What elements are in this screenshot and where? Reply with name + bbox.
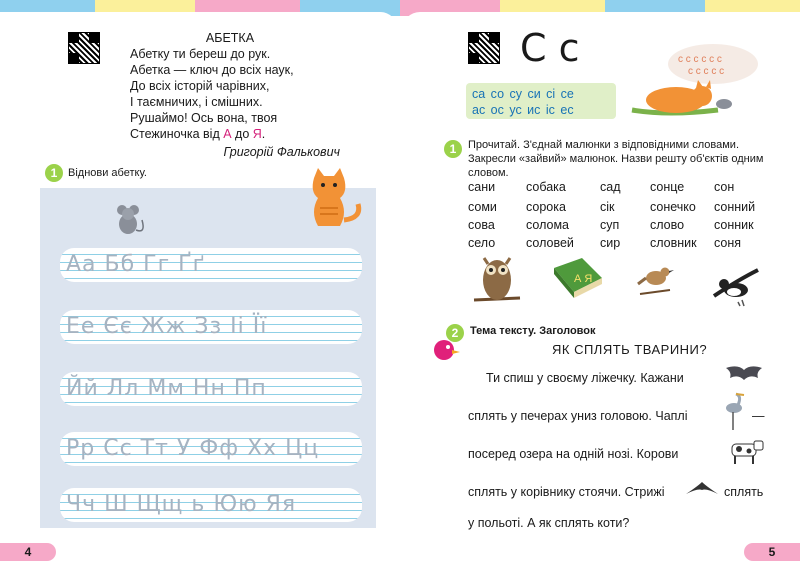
poem-line: І таємничих, і смішних. xyxy=(130,95,263,109)
word-item: соня xyxy=(714,236,742,250)
poem-author: Григорій Фалькович xyxy=(223,145,340,159)
copy-row-letters: Чч Ш Щщ ь Юю Яя xyxy=(66,492,297,517)
poem-title: АБЕТКА xyxy=(205,31,255,45)
word-item: сова xyxy=(468,218,495,232)
task-instruction: Прочитай. З'єднай малюнки з відповідними словами. Закресли «зайвий» малюнок. Назви решту об'єктів одним словом. xyxy=(468,139,764,179)
word-item: сон xyxy=(714,180,735,194)
word-item: сонник xyxy=(714,218,754,232)
copy-row-letters: Рр Сс Тт У Фф Хх Цц xyxy=(66,436,320,461)
poem-line: Рушаймо! Ось вона, твоя xyxy=(130,111,278,125)
syllable-row: са со су си сі се xyxy=(472,87,574,101)
story-title: ЯК СПЛЯТЬ ТВАРИНИ? xyxy=(552,342,708,357)
svg-text:c c c c c c: c c c c c c xyxy=(678,54,722,65)
word-item: словник xyxy=(650,236,697,250)
poem-last-prefix: Стежиночка від xyxy=(130,127,224,141)
story-line: Ти спиш у своєму ліжечку. Кажани xyxy=(486,371,684,385)
word-item: сорока xyxy=(526,200,566,214)
poem-letter-ya: Я xyxy=(252,127,262,141)
poem-line: До всіх історій чарівних, xyxy=(130,79,270,93)
qr-code-icon[interactable] xyxy=(68,32,100,64)
task-number-badge: 2 xyxy=(446,324,464,342)
word-item: сік xyxy=(600,200,615,214)
page-number-right: 5 xyxy=(744,543,800,561)
poem-letter-a: А xyxy=(223,127,232,141)
nightingale-picture-icon[interactable] xyxy=(636,258,676,300)
story-line: — xyxy=(752,409,765,423)
cat-illustration-icon xyxy=(304,168,364,234)
task-subheading: Тема тексту. Заголовок xyxy=(470,325,596,337)
syllable-row: ас ос ус ис іс ес xyxy=(472,103,574,117)
copy-row-letters: Йй Лл Мм Нн Пп xyxy=(66,376,267,401)
poem-last-suffix: . xyxy=(261,127,266,141)
story-line: посеред озера на одній нозі. Корови xyxy=(468,447,679,461)
poem-last-mid: до xyxy=(231,127,253,141)
syllable-box xyxy=(466,83,616,119)
bat-icon xyxy=(724,362,764,386)
swift-bird-icon xyxy=(684,478,720,498)
copy-row[interactable] xyxy=(60,310,362,344)
word-item: сонечко xyxy=(650,200,696,214)
copy-row[interactable] xyxy=(60,432,362,466)
book-picture-icon[interactable] xyxy=(548,254,606,300)
task-instruction: Віднови абетку. xyxy=(68,167,147,179)
word-item: соми xyxy=(468,200,497,214)
word-item: солома xyxy=(526,218,569,232)
word-item: сад xyxy=(600,180,621,194)
magpie-picture-icon[interactable] xyxy=(708,250,768,308)
sleeping-cat-illustration-icon xyxy=(628,40,768,120)
poem-line-last xyxy=(130,126,340,142)
word-item: суп xyxy=(600,218,620,232)
task-number-badge: 1 xyxy=(45,164,63,182)
word-item: слово xyxy=(650,218,685,232)
copy-row[interactable] xyxy=(60,248,362,282)
story-line: сплять у корівнику стоячи. Стрижі xyxy=(468,485,665,499)
word-item: собака xyxy=(526,180,566,194)
story-line: сплять у печерах униз головою. Чаплі xyxy=(468,409,688,423)
story-line: сплять xyxy=(724,485,764,499)
word-item: соловей xyxy=(526,236,574,250)
copy-row[interactable] xyxy=(60,488,362,522)
word-item: сонце xyxy=(650,180,685,194)
owl-picture-icon[interactable] xyxy=(472,252,522,306)
pink-bird-icon xyxy=(430,336,462,366)
word-item: сир xyxy=(600,236,621,250)
heron-icon xyxy=(718,392,750,432)
word-item: сани xyxy=(468,180,496,194)
story-line: у польоті. А як сплять коти? xyxy=(468,516,630,530)
copy-row-letters: Аа Бб Гг Ґґ xyxy=(66,252,206,277)
poem-line: Абетка — ключ до всіх наук, xyxy=(130,63,294,77)
poem-line: Абетку ти береш до рук. xyxy=(130,47,271,61)
poem xyxy=(130,30,340,160)
mouse-illustration-icon xyxy=(108,200,148,238)
cow-icon xyxy=(726,438,766,466)
letter-copy-area xyxy=(40,188,376,528)
letter-heading: С с xyxy=(520,26,580,70)
page-number-left: 4 xyxy=(0,543,56,561)
qr-code-icon[interactable] xyxy=(468,32,500,64)
svg-text:c c c c c: c c c c c xyxy=(688,66,725,77)
copy-row[interactable] xyxy=(60,372,362,406)
word-item: село xyxy=(468,236,496,250)
task-number-badge: 1 xyxy=(444,140,462,158)
copy-row-letters: Ее Єє Жж Зз Іі Її xyxy=(66,314,268,339)
svg-text:А Я: А Я xyxy=(574,273,593,285)
word-item: сонний xyxy=(714,200,756,214)
